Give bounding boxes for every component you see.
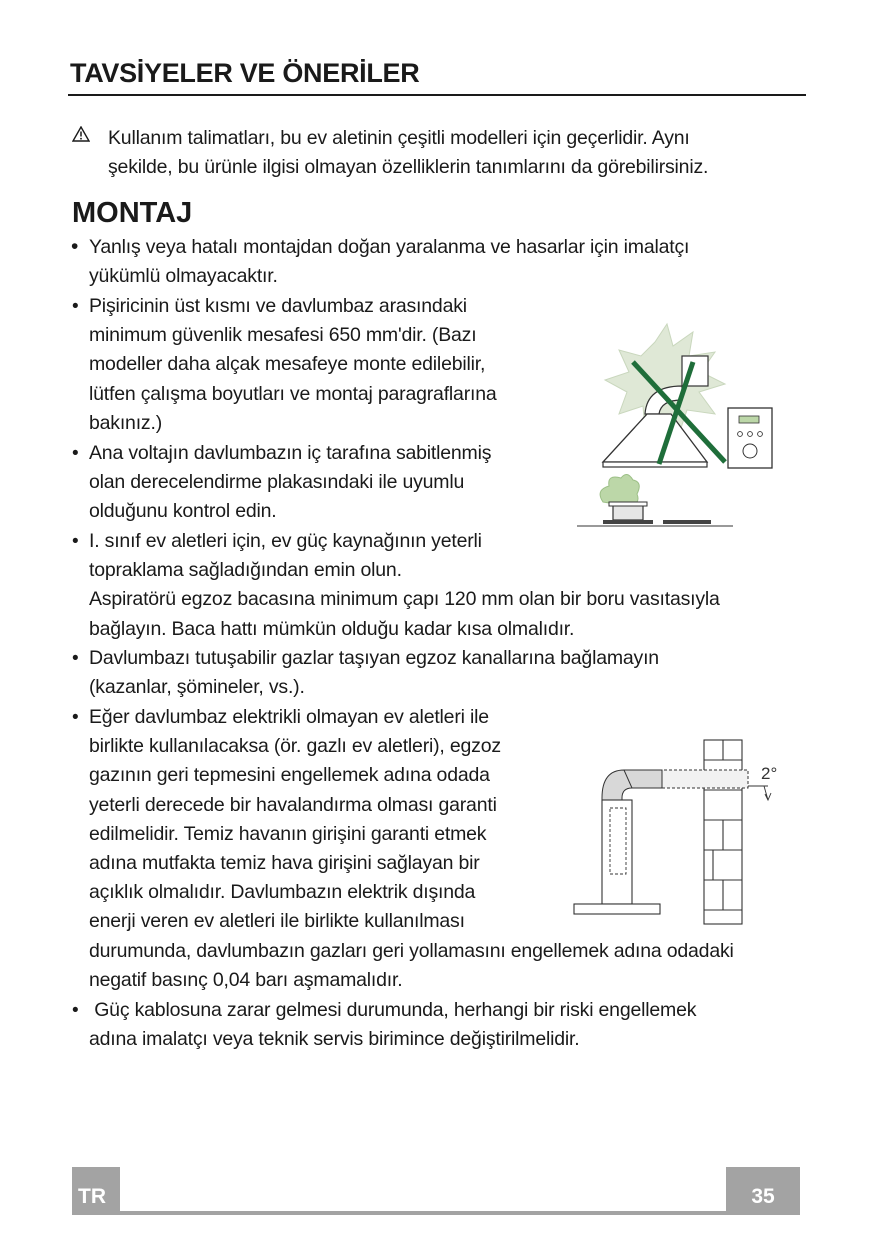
bullet-item xyxy=(89,527,789,644)
page-number: 35 xyxy=(726,1167,800,1215)
bullet-line: minimum güvenlik mesafesi 650 mm'dir. (Bazı xyxy=(89,324,477,347)
bullet-line: yeterli derecede bir havalandırma olması garanti xyxy=(89,793,497,816)
bullet-line: Güç kablosuna zarar gelmesi durumunda, herhangi bir riski engellemek xyxy=(89,999,697,1021)
footer-rule xyxy=(72,1211,800,1215)
bullet-item xyxy=(89,233,789,291)
bullet-marker: • xyxy=(72,531,79,552)
bullet-line: bağlayın. Baca hattı mümkün olduğu kadar kısa olmalıdır. xyxy=(89,617,575,640)
bullet-marker: • xyxy=(72,1000,79,1021)
hood-canopy xyxy=(603,414,707,462)
bullet-line: Yanlış veya hatalı montajdan doğan yaralanma ve hasarlar için imalatçı xyxy=(89,236,690,258)
bullet-line: bakınız.) xyxy=(89,411,162,434)
bullet-marker: • xyxy=(72,443,79,464)
bullet-line: I. sınıf ev aletleri için, ev güç kaynağının yeterli xyxy=(89,530,482,552)
bullet-line: açıklık olmalıdır. Davlumbazın elektrik dışında xyxy=(89,881,476,904)
intro-line: şekilde, bu ürünle ilgisi olmayan özelliklerin tanımlarını da görebilirsiniz. xyxy=(108,156,709,179)
warning-triangle-icon xyxy=(72,126,90,142)
intro-paragraph xyxy=(108,124,788,182)
section-heading: MONTAJ xyxy=(72,197,193,229)
bullet-line: topraklama sağladığından emin olun. xyxy=(89,559,402,582)
bullet-line: gazının geri tepmesini engellemek adına odada xyxy=(89,764,490,787)
bullet-line: olan derecelendirme plakasındaki ile uyumlu xyxy=(89,471,465,494)
bullet-line: birlikte kullanılacaksa (ör. gazlı ev aletleri), egzoz xyxy=(89,735,501,758)
bullet-line: Davlumbazı tutuşabilir gazlar taşıyan egzoz kanallarına bağlamayın xyxy=(89,647,659,669)
control-panel-illustration xyxy=(727,407,773,469)
bullet-line: lütfen çalışma boyutları ve montaj paragraflarına xyxy=(89,382,497,405)
bullet-line: Ana voltajın davlumbazın iç tarafına sabitlenmiş xyxy=(89,442,492,464)
bullet-line: (kazanlar, şömineler, vs.). xyxy=(89,676,305,699)
bullet-item xyxy=(89,439,549,527)
title-underline xyxy=(68,94,806,96)
page-title: TAVSİYELER VE ÖNERİLER xyxy=(70,58,420,88)
slope-arrow xyxy=(764,786,771,800)
slope-angle-label: 2° xyxy=(761,764,778,783)
duct-wall-illustration xyxy=(572,738,792,926)
hood-base xyxy=(574,904,660,914)
bullet-item xyxy=(89,292,549,438)
bullet-line: yükümlü olmayacaktır. xyxy=(89,265,278,288)
hood-safety-distance-illustration xyxy=(575,322,735,528)
bullet-line: enerji veren ev aletleri ile birlikte kullanılması xyxy=(89,910,465,933)
bullet-line: modeller daha alçak mesafeye monte edilebilir, xyxy=(89,353,486,376)
language-tab: TR xyxy=(72,1167,120,1215)
brick-wall xyxy=(704,740,742,924)
intro-line: Kullanım talimatları, bu ev aletinin çeşitli modelleri için geçerlidir. Aynı xyxy=(108,127,690,149)
bullet-line: adına mutfakta temiz hava girişini sağlayan bir xyxy=(89,852,480,875)
bullet-item xyxy=(89,996,789,1054)
bullet-line: Eğer davlumbaz elektrikli olmayan ev aletleri ile xyxy=(89,706,489,728)
hood-chimney xyxy=(602,800,632,904)
bullet-line: Aspiratörü egzoz bacasına minimum çapı 120 mm olan bir boru vasıtasıyla xyxy=(89,588,720,611)
bullet-line: edilmelidir. Temiz havanın girişini garanti etmek xyxy=(89,822,487,845)
bullet-line: negatif basınç 0,04 barı aşmamalıdır. xyxy=(89,968,403,991)
bullet-line: adına imalatçı veya teknik servis birimince değiştirilmelidir. xyxy=(89,1028,580,1051)
bullet-line: olduğunu kontrol edin. xyxy=(89,500,277,523)
bullet-marker: • xyxy=(72,648,79,669)
bullet-marker: • xyxy=(71,235,79,258)
steam-cloud xyxy=(600,474,639,506)
bullet-item xyxy=(89,644,789,702)
bullet-line: durumunda, davlumbazın gazları geri yollamasını engellemek adına odadaki xyxy=(89,939,734,962)
bullet-line: Pişiricinin üst kısmı ve davlumbaz arasındaki xyxy=(89,295,467,317)
bullet-marker: • xyxy=(72,707,79,728)
bullet-marker: • xyxy=(72,296,79,317)
